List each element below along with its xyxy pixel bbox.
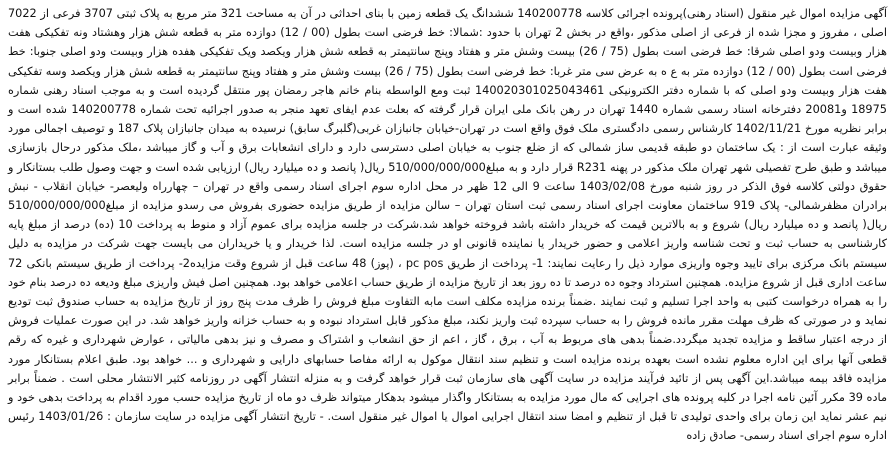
auction-notice-text: آگهی مزایده اموال غیر منقول (اسناد رهنی)پرونده اجرائی کلاسه 140200778 ششدانگ یک قطعه زمین با بنای احداثی در آن به مساحت 321 متر مربع به پلاک ثبتی 3707 فرعی از 7022 اصلی ، مفروز و مجزا شده از فرعی از اصلی مذکور ،واقع در بخش 2 تهران با حدود :شمالا: خط فرضی است بطول (00 / 12) دوازده متر به قطعه شش هزار وهشتاد ونه تفکیکی هفت هزار وبیست ودو اصلی شرقا: خط فرضی است بطول (75 / 26) بیست وشش متر و هفتاد وپنج سانتیمتر به قطعه شش هزار ویکصد ویک تفکیکی هفده هزار وبیست ودو اصلی جنوبا: خط فرضی است بطول (00 / 12) دوازده متر به ع ه به عرض سی متر غربا: خط فرضی است بطول (75 / 26) بیست وشش متر و هفتاد وپنج سانتیمتر به قطعه شش هزار ویکصد وسه تفکیکی هفت هزار وبیست ودو اصلی که با شماره دفتر الکترونیکی 140020301025043461 ثبت ومع الواسطه بنام خانم هاجر رمضان پور منتقل گردیده است و به موجب اسناد رهنی شماره 18975 و20081 دفترخانه اسناد رسمی شماره 1440 تهران در رهن بانک ملی ایران قرار گرفته که بعلت عدم ایفای تعهد منجر به صدور اجرائیه تحت شماره 140200778 شده است و برابر نظریه مورخ 1402/11/21 کارشناس رسمی دادگستری ملک فوق واقع است در تهران-خیابان جانبازان غربی(گلبرگ سابق) نرسیده به میدان جانبازان پلاک 187 و توصیف اجمالی مورد وثیقه عبارت است از : یک ساختمان دو طبقه قدیمی ساز شمالی که از ضلع جنوب به خیابان اصلی دسترسی دارد و دارای انشعابات برق و آب و گاز میباشد ،ملک مذکور درحال بازسازی میباشد و طبق طرح تفصیلی شهر تهران ملک مذکور در پهنه R231 قرار دارد و به مبلغ510/000/000/000 ریال( پانصد و ده میلیارد ریال) ارزیابی شده است و جهت وصول طلب بستانکار و حقوق دولتی کلاسه فوق الذکر در روز شنبه مورخ 1403/02/08 ساعت 9 الی 12 ظهر در محل اداره سوم اجرای اسناد رسمی واقع در تهران – چهارراه ولیعصر- خیابان انقلاب - نبش برادران مظفرشمالی- پلاک 919 ساختمان معاونت اجرای اسناد رسمی ثبت استان تهران – سالن مزایده از طریق مزایده حضوری بفروش می رسدو مزایده از مبلغ510/000/000/000 ریال( پانصد و ده میلیارد ریال) شروع و به بالاترین قیمت که خریدار داشته باشد فروخته خواهد شد.شرکت در جلسه مزایده برای عموم آزاد و منوط به پرداخت 10 (ده) درصد از مبلغ پایه کارشناسی به حساب ثبت و تحت شناسه واریز اعلامی و حضور خریدار یا نماینده قانونی او در جلسه مزایده است. لذا خریدار و یا خریداران می بایست جهت شرکت در مزایده به دلیل سیستم بانک مرکزی برای تایید وجوه واریزی موارد ذیل را رعایت نمایند: 1- پرداخت از طریق pc pos ، (پوز) 48 ساعت قبل از شروع وقت مزایده2- پرداخت از طریق سیستم بانکی 72 ساعت اداری قبل از شروع مزایده. همچنین استرداد وجوه ده درصد تا ده روز بعد از تاریخ مزایده از طریق حساب اعلامی خواهد بود. همچنین اصل فیش واریزی مبلغ ودیعه ده درصد بنام خود را به همراه درخواست کتبی به واحد اجرا تسلیم و ثبت نمایند .ضمناً برنده مزایده مکلف است مابه التفاوت مبلغ فروش را ظرف مدت پنج روز از تاریخ مزایده به حساب صندوق ثبت تودیع نماید و در صورتی که ظرف مهلت مقرر مانده فروش را به حساب سپرده ثبت واریز نکند، مبلغ مذکور قابل استرداد نبوده و به حساب خزانه واریز خواهد شد. در این صورت عملیات فروش از درجه اعتبار ساقط و مزایده تجدید میگردد.ضمناً بدهی های مربوط به آب ، برق ، گاز ، اعم از حق انشعاب و اشتراک و مصرف و نیز بدهی مالیاتی ، عوارض شهرداری و غیره که رقم قطعی آنها برای این اداره معلوم نشده است بعهده برنده مزایده است و تنظیم سند انتقال موکول به ارائه مفاصا حسابهای دارایی و شهرداری و ... خواهد بود. طبق اعلام بستانکار مورد مزایده فاقد بیمه میباشد.این آگهی پس از تائید فرآیند مزایده در سایت آگهی های سازمان ثبت قرار خواهد گرفت و به منزله انتشار آگهی در روزنامه کثیر الانتشار محلی است . ضمناً برابر ماده 39 مکرر آئین نامه اجرا در کلیه پرونده های اجرایی که مال مورد مزایده به بستانکار واگذار میشود بدهکار میتواند ظرف دو ماه از تاریخ مزایده حسب مورد اقدام به پرداخت بدهی خود و نیم عشر نماید این زمان برای واحدی تولیدی تا قبل از تنظیم و امضا سند انتقال اجرایی اموال یا اموال غیر منقول است. - تاریخ انتشار آگهی مزایده در سایت سازمان : 1403/01/26 رئیس اداره سوم اجرای اسناد رسمی- صادق زاده: [8, 7, 888, 443]
